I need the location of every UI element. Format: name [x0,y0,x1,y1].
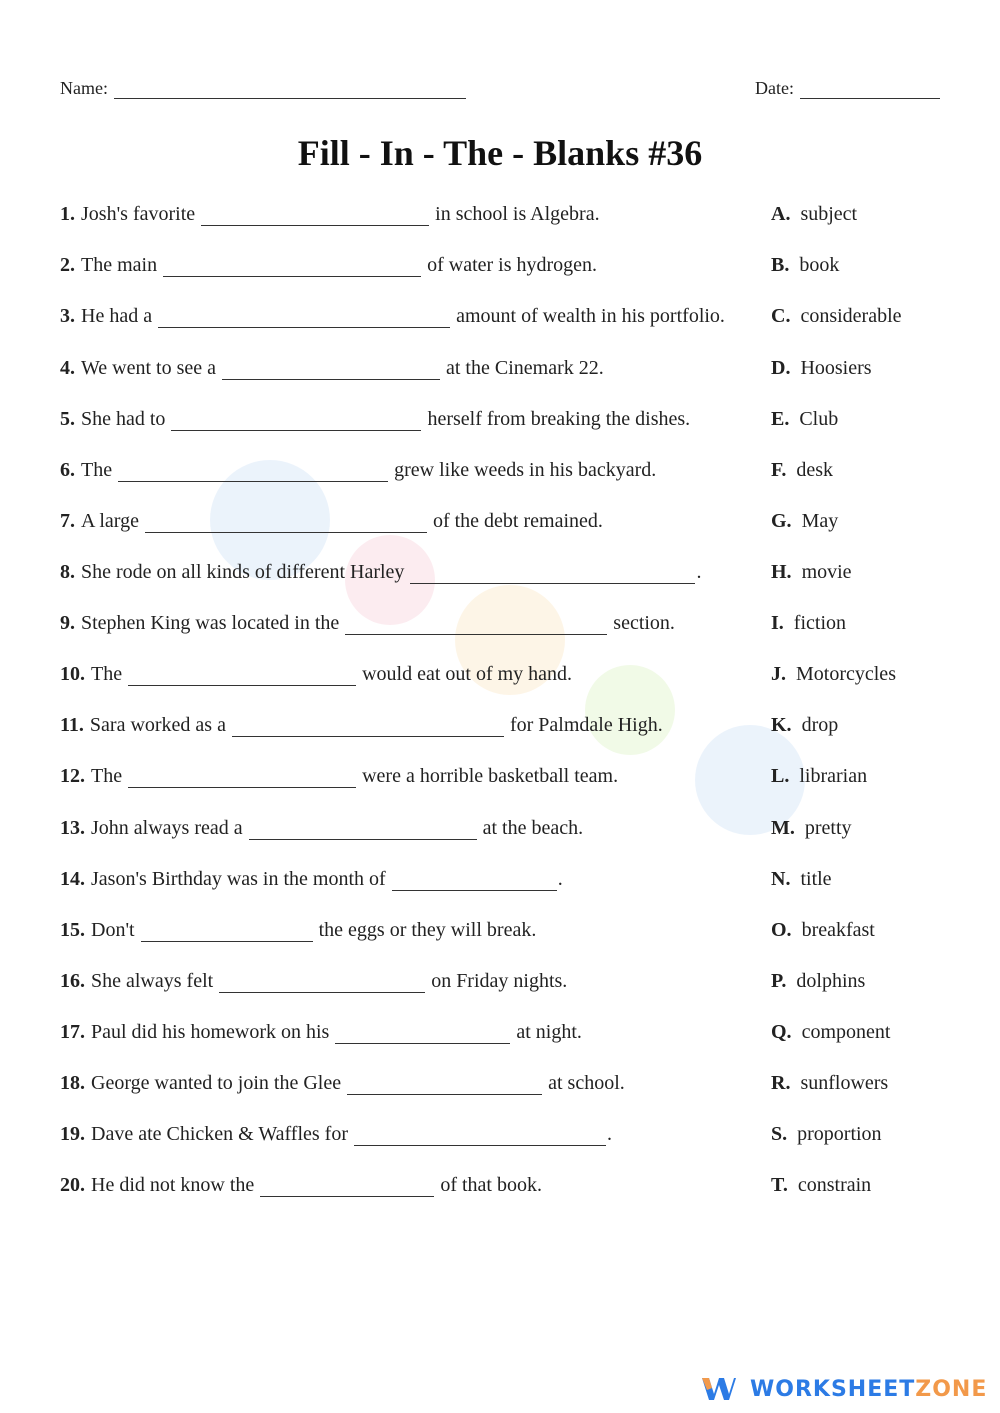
brand-name: WORKSHEETZONE [750,1376,988,1402]
question-sentence [60,305,725,328]
question-row [60,919,940,949]
option-letter: H. [771,561,792,583]
option-word: constrain [797,1174,872,1196]
question-sentence [60,612,675,635]
word-option [771,868,832,891]
question-row [60,663,940,693]
question-number: 12. [60,765,85,787]
option-word: desk [796,459,834,481]
option-word: librarian [799,765,868,787]
option-letter: B. [771,254,790,276]
word-option [771,561,852,584]
question-sentence [60,203,600,226]
question-row [60,765,940,795]
question-sentence [60,868,563,891]
option-letter: S. [771,1123,788,1145]
question-number: 9. [60,612,75,634]
answer-blank[interactable] [335,1021,510,1044]
question-number: 18. [60,1072,85,1094]
option-letter: P. [771,970,787,992]
question-text-before: Don't [91,919,135,941]
answer-blank[interactable] [118,459,388,482]
question-number: 1. [60,203,75,225]
question-text-before: She always felt [91,970,214,992]
question-sentence [60,510,603,533]
name-field[interactable] [60,78,466,99]
question-row [60,305,940,335]
word-option [771,305,902,328]
word-option [771,254,839,277]
question-text-after: for Palmdale High. [509,714,663,736]
answer-blank[interactable] [141,919,313,942]
question-text-after: . [607,1123,613,1145]
answer-blank[interactable] [128,765,356,788]
question-text-after: of the debt remained. [432,510,603,532]
question-sentence [60,1123,612,1146]
answer-blank[interactable] [345,612,607,635]
answer-blank[interactable] [171,408,421,431]
word-option [771,919,875,942]
brand-logo [702,1376,987,1402]
option-word: fiction [793,612,847,634]
question-row [60,612,940,642]
answer-blank[interactable] [354,1123,606,1146]
question-number: 19. [60,1123,85,1145]
option-word: dolphins [796,970,866,992]
question-text-after: on Friday nights. [431,970,568,992]
word-option [771,1123,882,1146]
question-text-before: The main [81,254,158,276]
word-option [771,1174,871,1197]
question-text-after: would eat out of my hand. [362,663,573,685]
question-number: 14. [60,868,85,890]
question-number: 17. [60,1021,85,1043]
question-text-after: . [696,561,702,583]
question-sentence [60,1072,625,1095]
date-field[interactable] [755,78,940,99]
question-text-before: She rode on all kinds of different Harley [81,561,405,583]
question-number: 7. [60,510,75,532]
question-sentence [60,1021,582,1044]
word-option [771,1021,890,1044]
question-number: 16. [60,970,85,992]
answer-blank[interactable] [163,254,421,277]
question-row [60,561,940,591]
question-sentence [60,970,567,993]
header-row [60,78,940,106]
answer-blank[interactable] [158,305,450,328]
question-text-before: Paul did his homework on his [91,1021,330,1043]
option-letter: L. [771,765,790,787]
question-text-before: Jason's Birthday was in the month of [91,868,386,890]
question-number: 5. [60,408,75,430]
question-text-after: at school. [548,1072,625,1094]
word-option [771,970,865,993]
option-word: May [801,510,839,532]
question-sentence [60,1174,542,1197]
word-option [771,612,846,635]
question-sentence [60,765,618,788]
option-word: Motorcycles [796,663,896,685]
date-line[interactable] [800,78,940,99]
question-text-after: of water is hydrogen. [427,254,598,276]
question-number: 15. [60,919,85,941]
option-letter: M. [771,817,795,839]
question-text-after: amount of wealth in his portfolio. [456,305,725,327]
option-letter: G. [771,510,792,532]
word-option [771,203,857,226]
option-letter: A. [771,203,791,225]
question-row [60,510,940,540]
question-sentence [60,919,536,942]
word-option [771,765,867,788]
option-word: book [799,254,840,276]
answer-blank[interactable] [145,510,427,533]
option-letter: D. [771,357,791,379]
question-row [60,1021,940,1051]
question-row [60,714,940,744]
question-text-after: herself from breaking the dishes. [427,408,691,430]
question-row [60,459,940,489]
option-word: component [801,1021,891,1043]
answer-blank[interactable] [232,714,504,737]
option-letter: K. [771,714,792,736]
question-text-before: Josh's favorite [81,203,196,225]
answer-blank[interactable] [128,663,356,686]
question-row [60,970,940,1000]
option-word: pretty [804,817,852,839]
question-text-after: at the beach. [482,817,584,839]
question-sentence [60,561,701,584]
page-title: Fill - In - The - Blanks #36 [297,133,703,173]
option-word: Club [799,408,839,430]
option-word: subject [800,203,858,225]
question-text-before: John always read a [91,817,243,839]
question-text-before: He had a [81,305,153,327]
question-text-after: the eggs or they will break. [318,919,537,941]
option-word: title [800,868,832,890]
question-row [60,203,940,233]
question-sentence [60,357,604,380]
question-text-before: Dave ate Chicken & Waffles for [91,1123,349,1145]
question-text-before: He did not know the [91,1174,255,1196]
option-letter: E. [771,408,790,430]
answer-blank[interactable] [219,970,425,993]
word-option [771,408,838,431]
question-row [60,408,940,438]
question-sentence [60,254,597,277]
question-text-after: grew like weeds in his backyard. [394,459,657,481]
question-text-before: The [81,459,113,481]
question-text-after: at the Cinemark 22. [446,357,604,379]
option-letter: R. [771,1072,791,1094]
question-number: 13. [60,817,85,839]
answer-blank[interactable] [249,817,477,840]
question-text-before: A large [81,510,139,532]
option-letter: J. [771,663,786,685]
question-number: 2. [60,254,75,276]
question-sentence [60,714,663,737]
option-word: proportion [797,1123,882,1145]
date-label: Date: [755,78,794,98]
question-row [60,817,940,847]
word-option [771,459,833,482]
answer-blank[interactable] [222,357,440,380]
option-word: drop [801,714,839,736]
word-option [771,357,872,380]
question-number: 10. [60,663,85,685]
question-text-after: of that book. [440,1174,542,1196]
question-row [60,357,940,387]
question-text-before: We went to see a [81,357,216,379]
answer-blank[interactable] [201,203,429,226]
w-logo-icon [702,1376,736,1402]
answer-blank[interactable] [410,561,695,584]
question-sentence [60,459,656,482]
option-word: sunflowers [800,1072,889,1094]
word-option [771,1072,888,1095]
answer-blank[interactable] [260,1174,434,1197]
option-letter: Q. [771,1021,792,1043]
option-word: movie [801,561,852,583]
question-row [60,1174,940,1204]
option-letter: C. [771,305,791,327]
answer-blank[interactable] [392,868,557,891]
word-option [771,817,852,840]
option-letter: O. [771,919,792,941]
question-text-after: at night. [516,1021,582,1043]
question-text-before: Stephen King was located in the [81,612,340,634]
question-text-after: in school is Algebra. [435,203,600,225]
question-number: 6. [60,459,75,481]
option-letter: N. [771,868,791,890]
option-letter: F. [771,459,787,481]
question-row [60,254,940,284]
question-row [60,1072,940,1102]
question-text-before: Sara worked as a [89,714,226,736]
question-text-before: The [91,765,123,787]
option-word: Hoosiers [800,357,872,379]
question-sentence [60,663,572,686]
question-text-after: . [557,868,563,890]
question-number: 8. [60,561,75,583]
question-sentence [60,408,690,431]
question-text-after: section. [613,612,675,634]
word-option [771,510,838,533]
question-row [60,868,940,898]
question-text-before: The [91,663,123,685]
question-sentence [60,817,583,840]
name-line[interactable] [114,78,466,99]
question-text-before: She had to [81,408,166,430]
question-number: 11. [60,714,84,736]
option-word: breakfast [801,919,875,941]
question-number: 4. [60,357,75,379]
question-number: 3. [60,305,75,327]
option-word: considerable [800,305,902,327]
word-option [771,714,838,737]
question-text-after: were a horrible basketball team. [362,765,619,787]
question-number: 20. [60,1174,85,1196]
name-label: Name: [60,78,108,98]
question-row [60,1123,940,1153]
option-letter: I. [771,612,784,634]
question-text-before: George wanted to join the Glee [91,1072,342,1094]
option-letter: T. [771,1174,788,1196]
word-option [771,663,896,686]
answer-blank[interactable] [347,1072,542,1095]
